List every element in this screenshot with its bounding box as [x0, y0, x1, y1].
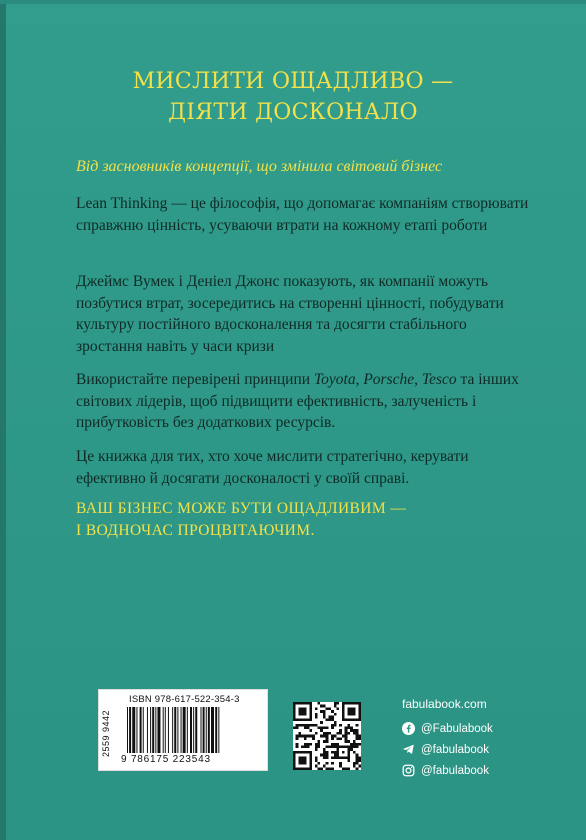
headline-line-1: МИСЛИТИ ОЩАДЛИВО —	[132, 69, 454, 94]
tagline: Від засновників концепції, що змінила світовий бізнес	[76, 158, 443, 175]
telegram-icon	[402, 743, 415, 756]
closing-slogan	[76, 498, 536, 542]
ean-number: 9 786175 223543	[121, 754, 211, 765]
telegram-contact[interactable]	[402, 739, 572, 760]
principles-tail: та інших світових лідерів, щоб підвищити ефективність, залученість і прибутковість без додаткових ресурсів.	[76, 371, 519, 431]
facebook-icon	[402, 722, 415, 735]
principles-lead: Використайте перевірені принципи	[76, 371, 314, 388]
brand-toyota: Toyota	[313, 371, 356, 388]
instagram-contact[interactable]	[402, 760, 572, 781]
instagram-icon	[402, 764, 415, 777]
publisher-contacts	[402, 697, 572, 781]
website-link[interactable]: fabulabook.com	[402, 697, 487, 711]
paragraph-lean-thinking: Lean Thinking — це філософія, що допомагає компаніям створювати справжню цінність, усуваючи втрати на кожному етапі роботи	[76, 195, 529, 234]
closing-line-1: ВАШ БІЗНЕС МОЖЕ БУТИ ОЩАДЛИВИМ —	[76, 500, 407, 517]
brand-porsche: Porsche	[363, 371, 415, 388]
principles-sep-2: ,	[414, 371, 422, 388]
barcode-side-code: 2559 9442	[101, 709, 111, 757]
qr-code-pattern	[293, 702, 361, 770]
headline-line-2: ДІЯТИ ДОСКОНАЛО	[168, 100, 418, 125]
qr-code	[293, 702, 361, 770]
principles-sep-1: ,	[355, 371, 364, 388]
facebook-contact[interactable]	[402, 718, 572, 739]
paragraph-principles	[76, 369, 536, 434]
closing-line-2: І ВОДНОЧАС ПРОЦВІТАЮЧИМ.	[76, 522, 315, 539]
brand-tesco: Tesco	[421, 371, 457, 388]
barcode-label	[98, 689, 268, 771]
headline	[0, 66, 586, 128]
facebook-handle: @Fabulabook	[421, 722, 493, 735]
paragraph-authors: Джеймс Вумек і Деніел Джонс показують, як компанії можуть позбутися втрат, зосередитись на створенні цінності, побудувати культуру постійного вдосконалення та досягти стабільного зростання навіть у часи кризи	[76, 273, 504, 355]
paragraph-audience: Це книжка для тих, хто хоче мислити стратегічно, керувати ефективно й досягати досконалості у своїй справі.	[76, 448, 469, 487]
instagram-handle: @fabulabook	[421, 764, 489, 777]
barcode-bars	[127, 707, 261, 753]
isbn-number: ISBN 978-617-522-354-3	[129, 694, 240, 705]
telegram-handle: @fabulabook	[421, 743, 489, 756]
top-edge	[0, 0, 586, 4]
